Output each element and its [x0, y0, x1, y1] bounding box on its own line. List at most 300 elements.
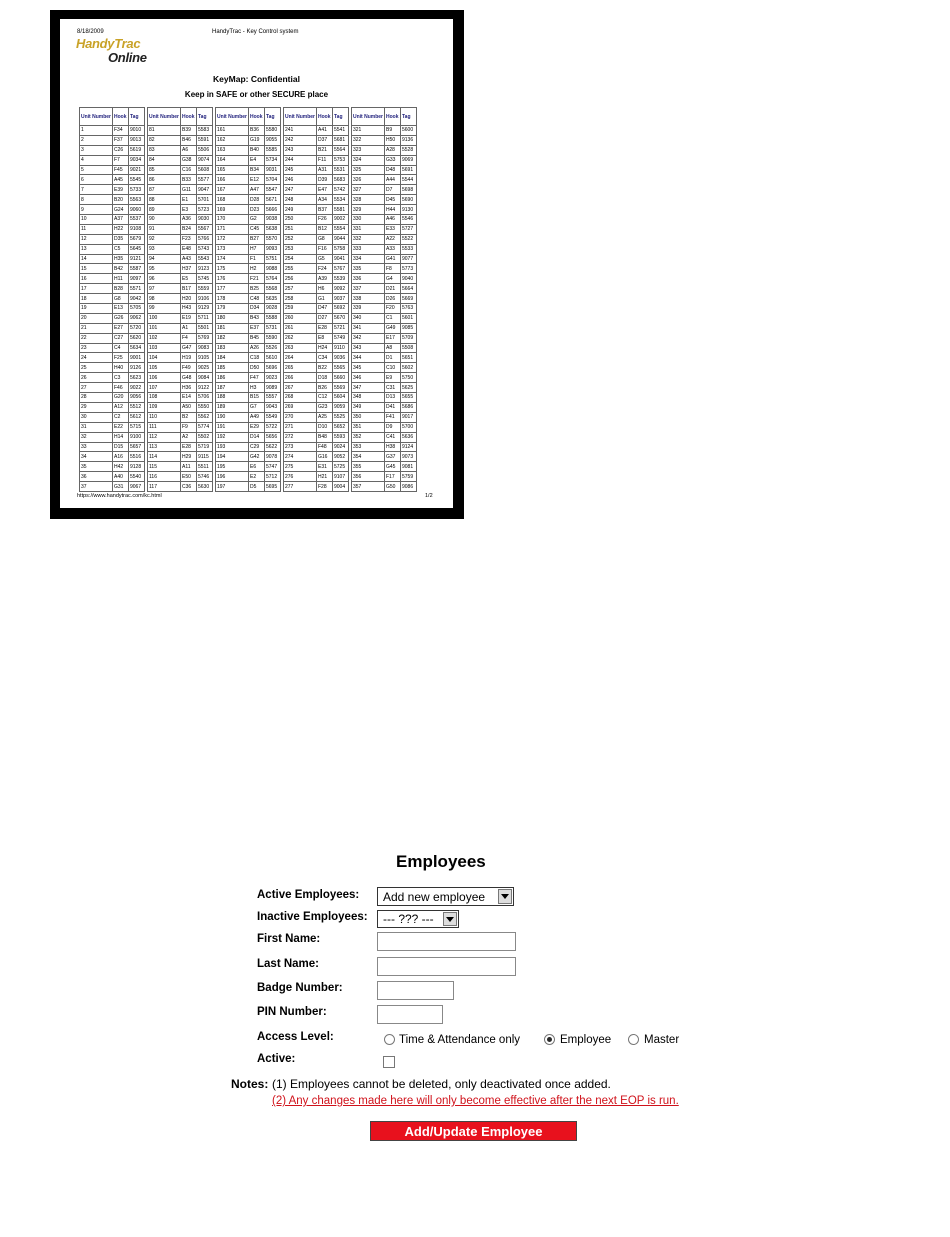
table-cell: 266: [284, 373, 317, 383]
table-cell: 5664: [401, 284, 417, 294]
table-cell: 186: [216, 373, 249, 383]
table-cell: 5623: [129, 373, 145, 383]
table-cell: E8: [317, 333, 333, 343]
table-row: [216, 323, 281, 333]
table-cell: E5: [181, 274, 197, 284]
table-row: [352, 452, 417, 462]
table-cell: 323: [352, 145, 385, 155]
table-cell: 349: [352, 402, 385, 412]
table-cell: 193: [216, 442, 249, 452]
table-cell: C18: [249, 353, 265, 363]
table-cell: H7: [249, 244, 265, 254]
table-cell: 11: [80, 224, 113, 234]
table-cell: C10: [385, 363, 401, 373]
table-cell: D1: [385, 353, 401, 363]
pin-number-label: PIN Number:: [257, 1006, 327, 1018]
table-cell: 173: [216, 244, 249, 254]
table-cell: 5719: [197, 442, 213, 452]
table-row: [352, 175, 417, 185]
table-row: [216, 205, 281, 215]
table-row: [216, 432, 281, 442]
add-update-employee-button[interactable]: Add/Update Employee: [370, 1121, 577, 1141]
table-header-row: [148, 108, 213, 126]
table-cell: 9126: [129, 363, 145, 373]
table-cell: B39: [181, 126, 197, 136]
badge-number-label: Badge Number:: [257, 982, 343, 994]
table-row: [148, 412, 213, 422]
table-cell: G50: [385, 482, 401, 492]
table-cell: D23: [249, 205, 265, 215]
table-cell: 5516: [129, 452, 145, 462]
table-row: [284, 284, 349, 294]
table-cell: G20: [113, 393, 129, 403]
table-cell: 5766: [197, 234, 213, 244]
table-cell: C34: [317, 353, 333, 363]
table-cell: 329: [352, 205, 385, 215]
table-cell: 340: [352, 313, 385, 323]
last-name-input[interactable]: [377, 957, 516, 976]
column-header: Tag: [265, 108, 281, 126]
table-cell: F8: [385, 264, 401, 274]
table-row: [284, 482, 349, 492]
table-cell: 5769: [197, 333, 213, 343]
table-row: [80, 442, 145, 452]
table-cell: E29: [249, 422, 265, 432]
table-cell: 36: [80, 472, 113, 482]
table-cell: 9106: [197, 294, 213, 304]
table-cell: 29: [80, 402, 113, 412]
table-row: [216, 472, 281, 482]
table-cell: H50: [385, 135, 401, 145]
table-cell: G16: [317, 452, 333, 462]
table-cell: B12: [317, 224, 333, 234]
table-row: [148, 294, 213, 304]
table-cell: 9128: [129, 462, 145, 472]
table-cell: E22: [113, 422, 129, 432]
table-cell: A8: [385, 343, 401, 353]
table-cell: 5559: [197, 284, 213, 294]
table-cell: H11: [113, 274, 129, 284]
table-cell: 101: [148, 323, 181, 333]
table-row: [352, 224, 417, 234]
table-cell: 9044: [333, 234, 349, 244]
inactive-employees-value: --- ??? ---: [383, 912, 434, 926]
table-cell: C41: [385, 432, 401, 442]
table-cell: G1: [317, 294, 333, 304]
table-cell: 27: [80, 383, 113, 393]
table-cell: 5565: [333, 363, 349, 373]
table-cell: 5657: [129, 442, 145, 452]
table-cell: 5734: [265, 155, 281, 165]
table-cell: D5: [249, 482, 265, 492]
pin-number-input[interactable]: [377, 1005, 443, 1024]
table-cell: 24: [80, 353, 113, 363]
table-cell: 105: [148, 363, 181, 373]
table-cell: 5652: [333, 422, 349, 432]
table-row: [148, 145, 213, 155]
table-cell: H43: [181, 304, 197, 314]
table-row: [284, 244, 349, 254]
column-header: Tag: [197, 108, 213, 126]
table-cell: E14: [181, 393, 197, 403]
column-header: Hook: [317, 108, 333, 126]
table-cell: A11: [181, 462, 197, 472]
table-cell: 9025: [197, 363, 213, 373]
table-cell: 190: [216, 412, 249, 422]
table-cell: 3: [80, 145, 113, 155]
table-cell: E37: [249, 323, 265, 333]
table-cell: A47: [249, 185, 265, 195]
table-cell: 5715: [129, 422, 145, 432]
table-cell: 5704: [265, 175, 281, 185]
table-cell: 96: [148, 274, 181, 284]
table-header-row: [80, 108, 145, 126]
table-row: [216, 145, 281, 155]
table-row: [284, 294, 349, 304]
table-cell: 5706: [197, 393, 213, 403]
table-row: [352, 205, 417, 215]
column-header: Hook: [385, 108, 401, 126]
table-cell: 116: [148, 472, 181, 482]
table-row: [80, 412, 145, 422]
table-cell: E4: [249, 155, 265, 165]
table-cell: 9004: [333, 482, 349, 492]
table-cell: 268: [284, 393, 317, 403]
table-cell: 93: [148, 244, 181, 254]
table-cell: 100: [148, 313, 181, 323]
table-row: [284, 462, 349, 472]
table-row: [80, 234, 145, 244]
table-cell: 9100: [129, 432, 145, 442]
table-cell: 9077: [401, 254, 417, 264]
table-cell: G33: [385, 155, 401, 165]
table-cell: 5522: [401, 234, 417, 244]
table-cell: 5581: [333, 205, 349, 215]
table-row: [216, 126, 281, 136]
table-row: [284, 383, 349, 393]
table-cell: 353: [352, 442, 385, 452]
table-cell: 348: [352, 393, 385, 403]
table-cell: 89: [148, 205, 181, 215]
table-row: [148, 452, 213, 462]
table-cell: 9010: [129, 126, 145, 136]
table-cell: D50: [249, 363, 265, 373]
table-cell: 30: [80, 412, 113, 422]
table-cell: D15: [113, 442, 129, 452]
chevron-down-icon: [498, 889, 512, 904]
table-cell: D10: [317, 422, 333, 432]
table-cell: F7: [113, 155, 129, 165]
table-cell: A50: [181, 402, 197, 412]
table-cell: 86: [148, 175, 181, 185]
table-cell: 5610: [265, 353, 281, 363]
table-cell: 183: [216, 343, 249, 353]
table-cell: H22: [113, 224, 129, 234]
table-cell: 5550: [197, 402, 213, 412]
table-row: [80, 363, 145, 373]
badge-number-input[interactable]: [377, 981, 454, 1000]
table-cell: 9024: [333, 442, 349, 452]
document-date: 8/18/2009: [77, 29, 104, 35]
table-row: [352, 393, 417, 403]
table-row: [148, 126, 213, 136]
table-cell: 87: [148, 185, 181, 195]
table-cell: 22: [80, 333, 113, 343]
column-header: Unit Number: [216, 108, 249, 126]
first-name-input[interactable]: [377, 932, 516, 951]
table-cell: 5720: [129, 323, 145, 333]
table-row: [216, 482, 281, 492]
table-cell: 114: [148, 452, 181, 462]
table-cell: 272: [284, 432, 317, 442]
table-row: [80, 452, 145, 462]
table-cell: G37: [385, 452, 401, 462]
table-row: [148, 402, 213, 412]
table-row: [80, 195, 145, 205]
table-cell: C45: [249, 224, 265, 234]
table-cell: G45: [385, 462, 401, 472]
table-cell: 5745: [197, 274, 213, 284]
table-row: [352, 274, 417, 284]
table-row: [148, 165, 213, 175]
table-cell: 5604: [333, 393, 349, 403]
table-cell: E2: [249, 472, 265, 482]
table-row: [216, 422, 281, 432]
table-row: [148, 254, 213, 264]
table-cell: 9067: [129, 482, 145, 492]
table-row: [80, 482, 145, 492]
table-row: [284, 452, 349, 462]
table-row: [80, 264, 145, 274]
inactive-employees-select[interactable]: [377, 910, 459, 928]
table-cell: A31: [317, 165, 333, 175]
table-cell: 5758: [333, 244, 349, 254]
table-row: [352, 363, 417, 373]
table-cell: 4: [80, 155, 113, 165]
active-checkbox[interactable]: [383, 1056, 395, 1068]
table-cell: 5531: [333, 165, 349, 175]
table-cell: 5569: [333, 383, 349, 393]
table-cell: 5: [80, 165, 113, 175]
table-row: [284, 373, 349, 383]
table-row: [216, 343, 281, 353]
table-cell: 107: [148, 383, 181, 393]
table-row: [216, 284, 281, 294]
table-cell: 5711: [197, 313, 213, 323]
table-cell: 346: [352, 373, 385, 383]
table-row: [80, 155, 145, 165]
table-cell: 191: [216, 422, 249, 432]
table-cell: E50: [181, 472, 197, 482]
table-cell: 9030: [197, 215, 213, 225]
table-row: [148, 304, 213, 314]
table-cell: 335: [352, 264, 385, 274]
table-cell: B43: [249, 313, 265, 323]
table-row: [80, 472, 145, 482]
table-cell: 21: [80, 323, 113, 333]
table-cell: 182: [216, 333, 249, 343]
table-cell: A1: [181, 323, 197, 333]
table-cell: 5620: [129, 333, 145, 343]
document-thumbnail-frame: [50, 10, 464, 519]
table-cell: G19: [249, 135, 265, 145]
table-cell: 251: [284, 224, 317, 234]
table-cell: 330: [352, 215, 385, 225]
table-cell: 5679: [129, 234, 145, 244]
table-cell: G4: [385, 274, 401, 284]
table-cell: C29: [249, 442, 265, 452]
table-cell: 9081: [401, 462, 417, 472]
table-row: [148, 343, 213, 353]
table-cell: B20: [113, 195, 129, 205]
table-cell: E6: [249, 462, 265, 472]
table-cell: E17: [385, 333, 401, 343]
table-row: [80, 135, 145, 145]
table-cell: 5635: [265, 294, 281, 304]
table-cell: B17: [181, 284, 197, 294]
table-cell: A28: [385, 145, 401, 155]
table-cell: 5588: [265, 313, 281, 323]
table-cell: 9110: [333, 343, 349, 353]
logo-text-handytrac: HandyTrac: [76, 36, 141, 51]
table-cell: G24: [113, 205, 129, 215]
table-cell: E19: [181, 313, 197, 323]
logo-text-online: Online: [108, 50, 147, 65]
table-row: [80, 432, 145, 442]
table-cell: G42: [249, 452, 265, 462]
table-row: [216, 185, 281, 195]
table-cell: 261: [284, 323, 317, 333]
table-cell: E33: [385, 224, 401, 234]
table-cell: 5564: [333, 145, 349, 155]
table-row: [80, 402, 145, 412]
table-cell: 5774: [197, 422, 213, 432]
table-row: [216, 462, 281, 472]
table-cell: 9074: [197, 155, 213, 165]
table-cell: G2: [249, 215, 265, 225]
table-cell: E39: [113, 185, 129, 195]
table-row: [80, 422, 145, 432]
table-cell: 254: [284, 254, 317, 264]
document-url: https://www.handytrac.com/kc.html: [77, 493, 162, 499]
table-cell: 34: [80, 452, 113, 462]
table-cell: 35: [80, 462, 113, 472]
table-row: [352, 343, 417, 353]
table-cell: 9123: [197, 264, 213, 274]
table-cell: 5743: [197, 244, 213, 254]
table-cell: 162: [216, 135, 249, 145]
column-header: Tag: [401, 108, 417, 126]
table-cell: 5666: [265, 205, 281, 215]
table-cell: 5723: [197, 205, 213, 215]
table-cell: B24: [181, 224, 197, 234]
table-cell: 169: [216, 205, 249, 215]
table-cell: 5549: [265, 412, 281, 422]
table-cell: 5686: [401, 402, 417, 412]
table-cell: 327: [352, 185, 385, 195]
radio-time-attendance[interactable]: [384, 1034, 395, 1045]
table-row: [216, 304, 281, 314]
table-cell: 333: [352, 244, 385, 254]
active-employees-select[interactable]: [377, 887, 514, 906]
table-cell: 350: [352, 412, 385, 422]
table-cell: H2: [249, 264, 265, 274]
table-cell: G11: [181, 185, 197, 195]
table-cell: 9085: [401, 323, 417, 333]
table-cell: 176: [216, 274, 249, 284]
table-row: [80, 175, 145, 185]
table-cell: 5525: [333, 412, 349, 422]
table-cell: H38: [385, 442, 401, 452]
table-cell: 13: [80, 244, 113, 254]
table-cell: C5: [113, 244, 129, 254]
table-cell: C27: [113, 333, 129, 343]
table-cell: C36: [181, 482, 197, 492]
table-cell: 181: [216, 323, 249, 333]
table-cell: 9021: [129, 165, 145, 175]
active-employees-label: Active Employees:: [257, 889, 360, 901]
table-cell: 184: [216, 353, 249, 363]
keymap-tables: [79, 107, 417, 490]
table-cell: 322: [352, 135, 385, 145]
document-title: KeyMap: Confidential: [213, 74, 300, 84]
table-row: [284, 353, 349, 363]
table-cell: 85: [148, 165, 181, 175]
table-row: [216, 373, 281, 383]
table-cell: 9002: [333, 215, 349, 225]
table-cell: 31: [80, 422, 113, 432]
table-cell: 5750: [401, 373, 417, 383]
table-cell: 187: [216, 383, 249, 393]
table-row: [352, 373, 417, 383]
table-cell: 117: [148, 482, 181, 492]
table-cell: 102: [148, 333, 181, 343]
active-flag-label: Active:: [257, 1053, 296, 1065]
table-cell: 99: [148, 304, 181, 314]
table-row: [284, 432, 349, 442]
table-cell: 15: [80, 264, 113, 274]
table-cell: 9136: [401, 135, 417, 145]
table-cell: 9086: [401, 482, 417, 492]
table-row: [148, 313, 213, 323]
table-row: [216, 353, 281, 363]
table-cell: 354: [352, 452, 385, 462]
table-row: [216, 195, 281, 205]
column-header: Unit Number: [148, 108, 181, 126]
table-cell: 9083: [197, 343, 213, 353]
table-row: [148, 472, 213, 482]
table-cell: 351: [352, 422, 385, 432]
table-cell: 111: [148, 422, 181, 432]
table-cell: 9129: [197, 304, 213, 314]
table-cell: 5683: [333, 175, 349, 185]
table-cell: E47: [317, 185, 333, 195]
table-row: [148, 353, 213, 363]
radio-master[interactable]: [628, 1034, 639, 1045]
table-row: [216, 442, 281, 452]
table-cell: 17: [80, 284, 113, 294]
table-row: [148, 224, 213, 234]
radio-employee[interactable]: [544, 1034, 555, 1045]
table-cell: 5669: [401, 294, 417, 304]
table-cell: 175: [216, 264, 249, 274]
table-cell: A6: [181, 145, 197, 155]
table-cell: 5698: [401, 185, 417, 195]
table-cell: H42: [113, 462, 129, 472]
table-cell: B33: [181, 175, 197, 185]
table-row: [216, 274, 281, 284]
table-cell: G38: [181, 155, 197, 165]
